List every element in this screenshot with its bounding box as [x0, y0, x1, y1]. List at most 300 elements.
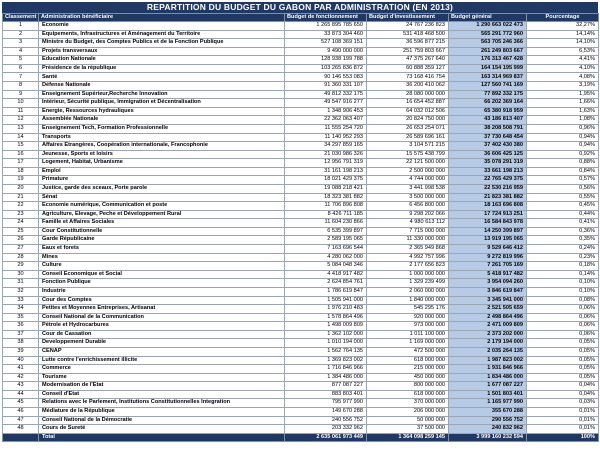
row-admin-name: Pétrole et Hydrocarbures: [39, 322, 285, 331]
total-rank: [3, 433, 39, 442]
row-rank: 34: [3, 305, 39, 314]
row-general: 1 931 846 966: [449, 365, 527, 374]
row-general: 22 530 216 959: [449, 184, 527, 193]
row-general: 3 345 941 000: [449, 296, 527, 305]
row-pct: 0,05%: [527, 373, 599, 382]
table-row: [3, 322, 599, 331]
table-row: [3, 47, 599, 56]
row-pct: 0,05%: [527, 347, 599, 356]
table-row: [3, 159, 599, 168]
row-investissement: 73 168 416 754: [367, 73, 449, 82]
row-investissement: 618 000 000: [367, 356, 449, 365]
row-pct: 0,05%: [527, 339, 599, 348]
row-rank: 20: [3, 184, 39, 193]
row-investissement: 2 060 000 000: [367, 287, 449, 296]
row-pct: 0,88%: [527, 159, 599, 168]
row-pct: 0,03%: [527, 399, 599, 408]
row-general: 2 035 264 135: [449, 347, 527, 356]
row-general: 7 261 705 169: [449, 262, 527, 271]
table-row: [3, 227, 599, 236]
row-pct: 0,05%: [527, 356, 599, 365]
table-row: [3, 90, 599, 99]
row-rank: 45: [3, 399, 39, 408]
row-admin-name: Conseil National de la Démocratie: [39, 416, 285, 425]
row-fonctionnement: 2 589 195 065: [285, 236, 367, 245]
row-investissement: 37 500 000: [367, 425, 449, 434]
table-row: [3, 39, 599, 48]
table-row: [3, 356, 599, 365]
row-investissement: 2 177 656 823: [367, 262, 449, 271]
row-admin-name: Cours de Sureté: [39, 425, 285, 434]
row-general: 36 606 425 125: [449, 150, 527, 159]
sheet-title: REPARTITION DU BUDGET DU GABON PAR ADMINISTRATION (EN 2013): [2, 2, 598, 13]
row-fonctionnement: 90 146 553 083: [285, 73, 367, 82]
row-fonctionnement: 1 362 102 000: [285, 330, 367, 339]
row-general: 2 471 009 809: [449, 322, 527, 331]
table-row: [3, 124, 599, 133]
table-row: [3, 425, 599, 434]
row-admin-name: Conseil National de la Communication: [39, 313, 285, 322]
header-fonctionnement: Budget de fonctionnement: [285, 14, 367, 22]
table-row: [3, 202, 599, 211]
row-fonctionnement: 33 873 304 460: [285, 30, 367, 39]
row-rank: 2: [3, 30, 39, 39]
table-row: [3, 99, 599, 108]
row-rank: 37: [3, 330, 39, 339]
row-rank: 17: [3, 159, 39, 168]
row-general: 9 272 819 996: [449, 253, 527, 262]
table-row: [3, 107, 599, 116]
row-admin-name: Cour des Comptes: [39, 296, 285, 305]
row-pct: 0,41%: [527, 219, 599, 228]
row-rank: 8: [3, 82, 39, 91]
row-general: 21 823 381 882: [449, 193, 527, 202]
row-general: 163 314 969 837: [449, 73, 527, 82]
row-pct: 0,05%: [527, 365, 599, 374]
table-row: [3, 30, 599, 39]
row-fonctionnement: 8 426 711 185: [285, 210, 367, 219]
table-body: [3, 22, 599, 434]
row-pct: 1,63%: [527, 107, 599, 116]
row-pct: 0,08%: [527, 296, 599, 305]
table-row: [3, 210, 599, 219]
row-rank: 32: [3, 287, 39, 296]
row-fonctionnement: 11 555 254 720: [285, 124, 367, 133]
row-admin-name: Economie: [39, 22, 285, 31]
row-general: 37 402 430 380: [449, 142, 527, 151]
row-fonctionnement: 527 108 369 151: [285, 39, 367, 48]
row-general: 18 163 696 808: [449, 202, 527, 211]
row-rank: 27: [3, 245, 39, 254]
row-fonctionnement: 18 021 429 375: [285, 176, 367, 185]
row-general: 37 730 648 454: [449, 133, 527, 142]
row-pct: 0,44%: [527, 210, 599, 219]
row-admin-name: Présidence de la république: [39, 64, 285, 73]
row-general: 16 584 843 978: [449, 219, 527, 228]
row-pct: 0,94%: [527, 142, 599, 151]
row-pct: 0,06%: [527, 322, 599, 331]
row-pct: 0,04%: [527, 382, 599, 391]
row-fonctionnement: 877 087 227: [285, 382, 367, 391]
row-fonctionnement: 1 369 823 002: [285, 356, 367, 365]
row-admin-name: Education Nationale: [39, 56, 285, 65]
table-row: [3, 219, 599, 228]
row-pct: 1,08%: [527, 116, 599, 125]
row-rank: 3: [3, 39, 39, 48]
row-admin-name: Conseil d'Etat: [39, 390, 285, 399]
table-row: [3, 330, 599, 339]
table-row: [3, 253, 599, 262]
row-admin-name: Modernisation de l'Etat: [39, 382, 285, 391]
row-fonctionnement: 1 505 941 000: [285, 296, 367, 305]
row-fonctionnement: 149 670 288: [285, 408, 367, 417]
row-pct: 0,36%: [527, 227, 599, 236]
row-admin-name: Enseignement Tech, Formation Professionnelle: [39, 124, 285, 133]
row-admin-name: Défense Nationale: [39, 82, 285, 91]
row-investissement: 1 329 239 499: [367, 279, 449, 288]
row-admin-name: CENAP: [39, 347, 285, 356]
row-investissement: 24 767 236 823: [367, 22, 449, 31]
row-fonctionnement: 128 938 199 788: [285, 56, 367, 65]
row-rank: 23: [3, 210, 39, 219]
header-row: [3, 14, 599, 22]
row-investissement: 64 032 012 506: [367, 107, 449, 116]
row-pct: 0,92%: [527, 150, 599, 159]
table-row: [3, 167, 599, 176]
row-pct: 4,10%: [527, 64, 599, 73]
row-general: 66 202 369 164: [449, 99, 527, 108]
row-pct: 4,08%: [527, 73, 599, 82]
row-admin-name: Primature: [39, 176, 285, 185]
row-general: 355 670 288: [449, 408, 527, 417]
row-fonctionnement: 1 578 864 496: [285, 313, 367, 322]
row-fonctionnement: 1 976 210 483: [285, 305, 367, 314]
row-admin-name: Eaux et forets: [39, 245, 285, 254]
row-admin-name: Santé: [39, 73, 285, 82]
row-fonctionnement: 11 706 896 808: [285, 202, 367, 211]
row-rank: 29: [3, 262, 39, 271]
row-general: 1 834 486 000: [449, 373, 527, 382]
row-pct: 0,35%: [527, 236, 599, 245]
row-admin-name: Assemblée Nationale: [39, 116, 285, 125]
row-general: 22 765 429 375: [449, 176, 527, 185]
row-rank: 7: [3, 73, 39, 82]
row-pct: 0,24%: [527, 245, 599, 254]
row-pct: 0,10%: [527, 287, 599, 296]
row-fonctionnement: 31 161 198 213: [285, 167, 367, 176]
row-general: 261 249 803 667: [449, 47, 527, 56]
row-general: 3 954 094 260: [449, 279, 527, 288]
row-admin-name: Médiature de la République: [39, 408, 285, 417]
row-pct: 0,14%: [527, 270, 599, 279]
row-general: 1 677 087 227: [449, 382, 527, 391]
row-pct: 1,95%: [527, 90, 599, 99]
table-row: [3, 142, 599, 151]
row-admin-name: Economie numérique, Communication et poste: [39, 202, 285, 211]
row-general: 5 418 917 482: [449, 270, 527, 279]
row-general: 3 846 619 847: [449, 287, 527, 296]
row-pct: 0,94%: [527, 133, 599, 142]
row-investissement: 20 824 750 000: [367, 116, 449, 125]
row-investissement: 22 121 500 000: [367, 159, 449, 168]
row-investissement: 531 418 468 500: [367, 30, 449, 39]
row-rank: 43: [3, 382, 39, 391]
row-admin-name: Cour de Cassation: [39, 330, 285, 339]
total-fonctionnement: 2 635 061 973 449: [285, 433, 367, 442]
row-rank: 10: [3, 99, 39, 108]
row-investissement: 4 744 000 000: [367, 176, 449, 185]
row-general: 2 179 194 000: [449, 339, 527, 348]
row-rank: 35: [3, 313, 39, 322]
total-row: [3, 433, 599, 442]
row-admin-name: Cour Constitutionnelle: [39, 227, 285, 236]
table-row: [3, 313, 599, 322]
row-investissement: 4 980 613 112: [367, 219, 449, 228]
table-row: [3, 82, 599, 91]
row-fonctionnement: 1 010 194 000: [285, 339, 367, 348]
row-general: 1 165 977 990: [449, 399, 527, 408]
row-fonctionnement: 11 604 230 866: [285, 219, 367, 228]
row-investissement: 2 365 949 868: [367, 245, 449, 254]
row-pct: 0,96%: [527, 124, 599, 133]
row-investissement: 1 169 000 000: [367, 339, 449, 348]
row-fonctionnement: 1 786 619 847: [285, 287, 367, 296]
row-rank: 47: [3, 416, 39, 425]
row-investissement: 1 000 000 000: [367, 270, 449, 279]
row-fonctionnement: 1 348 906 453: [285, 107, 367, 116]
row-pct: 0,04%: [527, 390, 599, 399]
row-general: 35 078 291 319: [449, 159, 527, 168]
row-admin-name: Projets transversaux: [39, 47, 285, 56]
total-label: Total: [39, 433, 285, 442]
row-investissement: 36 596 877 215: [367, 39, 449, 48]
table-row: [3, 262, 599, 271]
row-pct: 0,23%: [527, 253, 599, 262]
row-rank: 13: [3, 124, 39, 133]
row-pct: 6,53%: [527, 47, 599, 56]
table-row: [3, 347, 599, 356]
row-pct: 0,18%: [527, 262, 599, 271]
table-row: [3, 416, 599, 425]
row-fonctionnement: 240 556 752: [285, 416, 367, 425]
row-rank: 14: [3, 133, 39, 142]
row-rank: 46: [3, 408, 39, 417]
row-rank: 24: [3, 219, 39, 228]
row-rank: 9: [3, 90, 39, 99]
row-fonctionnement: 1 384 486 000: [285, 373, 367, 382]
row-rank: 36: [3, 322, 39, 331]
row-pct: 14,14%: [527, 30, 599, 39]
row-investissement: 450 000 000: [367, 373, 449, 382]
row-admin-name: Logement, Habitat, Urbanisme: [39, 159, 285, 168]
row-admin-name: Fonction Publique: [39, 279, 285, 288]
row-admin-name: Affaires Etrangères, Coopération internationale, Francophonie: [39, 142, 285, 151]
table-row: [3, 64, 599, 73]
row-rank: 19: [3, 176, 39, 185]
row-investissement: 3 441 998 538: [367, 184, 449, 193]
table-row: [3, 382, 599, 391]
row-rank: 44: [3, 390, 39, 399]
row-investissement: 26 589 696 161: [367, 133, 449, 142]
row-admin-name: Conseil Economique et Social: [39, 270, 285, 279]
table-row: [3, 399, 599, 408]
row-investissement: 60 888 359 127: [367, 64, 449, 73]
row-investissement: 16 654 452 887: [367, 99, 449, 108]
total-general: 3 999 160 232 594: [449, 433, 527, 442]
row-rank: 4: [3, 47, 39, 56]
row-investissement: 3 104 571 215: [367, 142, 449, 151]
row-investissement: 36 200 410 062: [367, 82, 449, 91]
row-investissement: 26 653 254 071: [367, 124, 449, 133]
row-fonctionnement: 1 265 895 785 650: [285, 22, 367, 31]
row-investissement: 215 000 000: [367, 365, 449, 374]
row-rank: 16: [3, 150, 39, 159]
table-row: [3, 236, 599, 245]
row-pct: 1,66%: [527, 99, 599, 108]
row-admin-name: Intérieur, Sécurité publique, Immigration et Décentralisation: [39, 99, 285, 108]
row-fonctionnement: 34 297 859 165: [285, 142, 367, 151]
row-pct: 0,57%: [527, 176, 599, 185]
row-general: 127 560 741 169: [449, 82, 527, 91]
row-rank: 5: [3, 56, 39, 65]
table-row: [3, 305, 599, 314]
row-admin-name: Commerce: [39, 365, 285, 374]
row-admin-name: Equipements, Infrastructures et Aménagement du Territoire: [39, 30, 285, 39]
table-row: [3, 365, 599, 374]
table-row: [3, 270, 599, 279]
header-general: Budget général: [449, 14, 527, 22]
row-general: 14 250 399 897: [449, 227, 527, 236]
row-investissement: 973 000 000: [367, 322, 449, 331]
row-admin-name: Sénat: [39, 193, 285, 202]
row-general: 240 832 962: [449, 425, 527, 434]
row-admin-name: Famille et Affaires Sociales: [39, 219, 285, 228]
row-fonctionnement: 49 547 916 277: [285, 99, 367, 108]
row-rank: 21: [3, 193, 39, 202]
row-pct: 32,27%: [527, 22, 599, 31]
row-investissement: 251 759 803 667: [367, 47, 449, 56]
row-investissement: 920 000 000: [367, 313, 449, 322]
row-admin-name: Lutte contre l'enrichissement illicite: [39, 356, 285, 365]
row-fonctionnement: 49 812 332 175: [285, 90, 367, 99]
table-row: [3, 116, 599, 125]
row-general: 290 556 752: [449, 416, 527, 425]
row-rank: 6: [3, 64, 39, 73]
row-admin-name: Garde Républicaine: [39, 236, 285, 245]
row-pct: 0,55%: [527, 193, 599, 202]
row-rank: 42: [3, 373, 39, 382]
row-admin-name: Enseignement Supérieur,Recherche Innovation: [39, 90, 285, 99]
table-row: [3, 22, 599, 31]
row-investissement: 15 575 438 799: [367, 150, 449, 159]
row-pct: 4,41%: [527, 56, 599, 65]
table-row: [3, 56, 599, 65]
total-investissement: 1 364 098 259 145: [367, 433, 449, 442]
table-row: [3, 339, 599, 348]
row-investissement: 206 000 000: [367, 408, 449, 417]
row-admin-name: Mines: [39, 253, 285, 262]
row-investissement: 545 295 176: [367, 305, 449, 314]
header-rank: Classement: [3, 14, 39, 22]
row-fonctionnement: 7 163 696 544: [285, 245, 367, 254]
row-rank: 26: [3, 236, 39, 245]
row-admin-name: Relations avec le Parlement, Institutions Constitutionnelles Integration: [39, 399, 285, 408]
row-admin-name: Culture: [39, 262, 285, 271]
row-fonctionnement: 203 332 962: [285, 425, 367, 434]
row-investissement: 2 500 000 000: [367, 167, 449, 176]
table-row: [3, 373, 599, 382]
table-row: [3, 133, 599, 142]
row-admin-name: Industrie: [39, 287, 285, 296]
row-general: 1 501 803 401: [449, 390, 527, 399]
row-admin-name: Agriculture, Elevage, Peche et Développement Rural: [39, 210, 285, 219]
row-fonctionnement: 883 803 401: [285, 390, 367, 399]
table-row: [3, 408, 599, 417]
table-row: [3, 279, 599, 288]
table-row: [3, 150, 599, 159]
row-admin-name: Developpement Durable: [39, 339, 285, 348]
row-rank: 48: [3, 425, 39, 434]
header-investissement: Budget d'investissement: [367, 14, 449, 22]
row-investissement: 472 500 000: [367, 347, 449, 356]
row-general: 65 380 918 959: [449, 107, 527, 116]
row-general: 164 154 195 999: [449, 64, 527, 73]
row-general: 38 208 508 791: [449, 124, 527, 133]
row-admin-name: Energie, Ressources hydrauliques: [39, 107, 285, 116]
row-general: 33 661 198 213: [449, 167, 527, 176]
table-row: [3, 73, 599, 82]
row-admin-name: Justice, garde des sceaux, Porte parole: [39, 184, 285, 193]
row-investissement: 50 000 000: [367, 416, 449, 425]
row-investissement: 6 456 800 000: [367, 202, 449, 211]
header-admin: Administration bénéficiaire: [39, 14, 285, 22]
row-investissement: 11 330 000 000: [367, 236, 449, 245]
row-fonctionnement: 1 716 846 966: [285, 365, 367, 374]
row-pct: 0,01%: [527, 408, 599, 417]
table-row: [3, 245, 599, 254]
row-investissement: 9 298 202 066: [367, 210, 449, 219]
row-investissement: 1 840 000 000: [367, 296, 449, 305]
header-pct: Pourcentage: [527, 14, 599, 22]
row-general: 565 291 772 960: [449, 30, 527, 39]
budget-sheet: [2, 2, 598, 442]
row-fonctionnement: 22 362 063 407: [285, 116, 367, 125]
row-rank: 40: [3, 356, 39, 365]
row-admin-name: Ministre du Budget, des Comptes Publics et de la Fonction Publique: [39, 39, 285, 48]
table-row: [3, 390, 599, 399]
total-pct: 100%: [527, 433, 599, 442]
row-pct: 14,10%: [527, 39, 599, 48]
row-fonctionnement: 11 140 952 293: [285, 133, 367, 142]
row-fonctionnement: 12 956 791 319: [285, 159, 367, 168]
row-rank: 41: [3, 365, 39, 374]
row-fonctionnement: 21 030 986 326: [285, 150, 367, 159]
row-rank: 18: [3, 167, 39, 176]
row-fonctionnement: 795 977 990: [285, 399, 367, 408]
table-row: [3, 184, 599, 193]
row-fonctionnement: 1 562 764 135: [285, 347, 367, 356]
row-general: 563 705 246 366: [449, 39, 527, 48]
row-general: 1 290 663 022 473: [449, 22, 527, 31]
row-investissement: 800 000 000: [367, 382, 449, 391]
row-rank: 39: [3, 347, 39, 356]
row-general: 1 987 823 002: [449, 356, 527, 365]
table-row: [3, 176, 599, 185]
row-investissement: 618 000 000: [367, 390, 449, 399]
row-rank: 33: [3, 296, 39, 305]
row-rank: 15: [3, 142, 39, 151]
row-rank: 38: [3, 339, 39, 348]
